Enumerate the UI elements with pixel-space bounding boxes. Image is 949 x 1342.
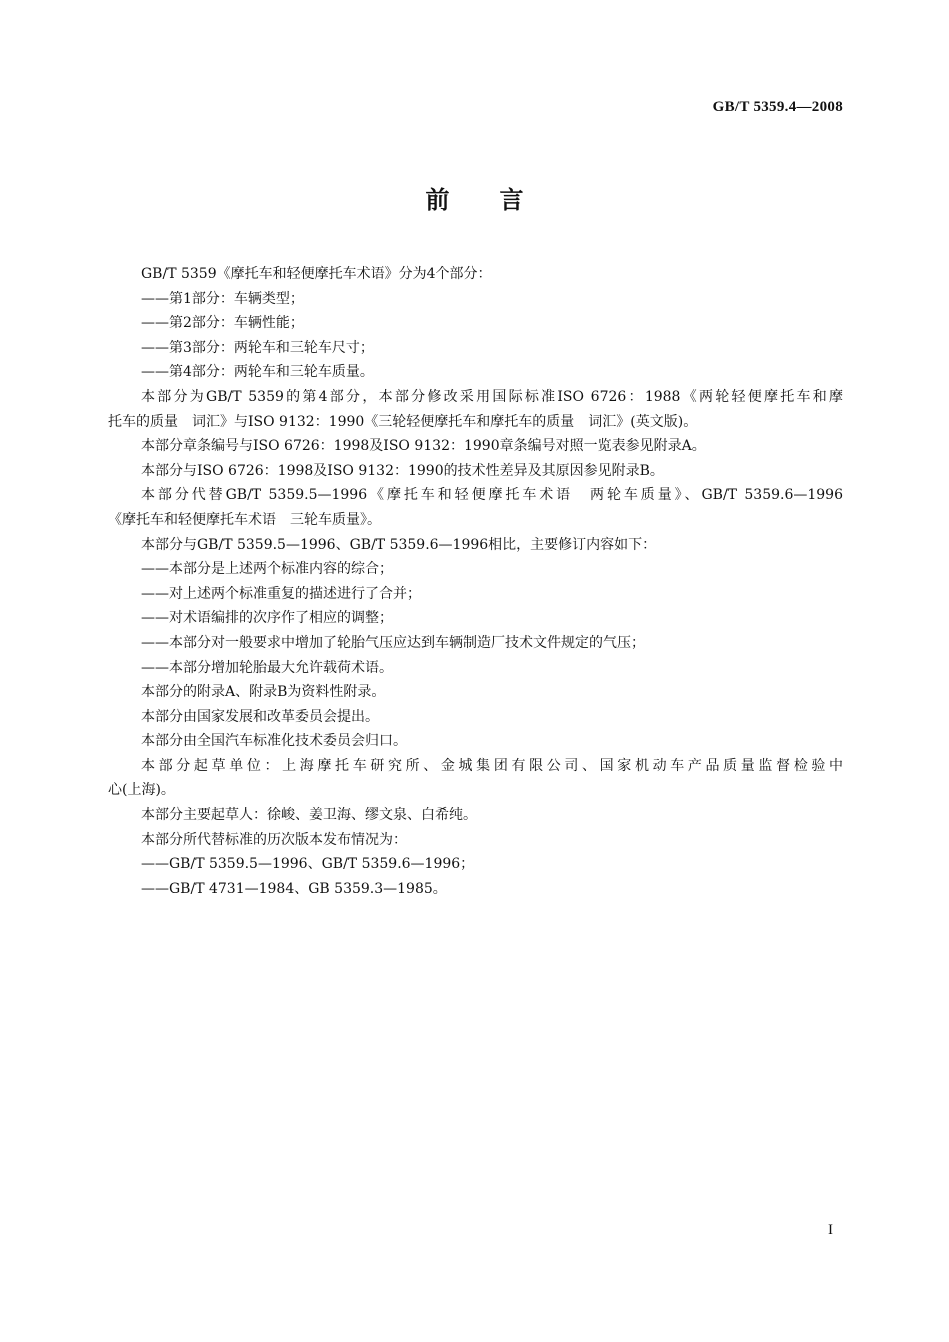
- text-line: ——第2部分：车辆性能；: [141, 315, 304, 332]
- text-line: ——第4部分：两轮车和三轮车质量。: [141, 364, 374, 381]
- paragraph: [108, 754, 843, 803]
- paragraph: [108, 483, 843, 532]
- text-line: 托车的质量 词汇》与ISO 9132：1990《三轮轻便摩托车和摩托车的质量 词汇》(英文版)。: [108, 413, 698, 430]
- text-line: 本部分与GB/T 5359.5—1996、GB/T 5359.6—1996相比，主要修订内容如下：: [141, 536, 657, 553]
- text-line: 本部分与ISO 6726：1998及ISO 9132：1990的技术性差异及其原因参见附录B。: [141, 462, 664, 479]
- paragraph: [108, 606, 843, 631]
- text-line: ——对术语编排的次序作了相应的调整；: [141, 610, 393, 627]
- paragraph: [108, 385, 843, 434]
- paragraph: [108, 705, 843, 730]
- text-line: ——第1部分：车辆类型；: [141, 290, 304, 307]
- text-line: ——GB/T 4731—1984、GB 5359.3—1985。: [141, 880, 447, 897]
- text-line: GB/T 5359《摩托车和轻便摩托车术语》分为4个部分：: [141, 266, 492, 282]
- text-line: 本部分由国家发展和改革委员会提出。: [141, 708, 379, 725]
- paragraph: [108, 582, 843, 607]
- paragraph: [108, 262, 843, 287]
- paragraph: [108, 680, 843, 705]
- paragraph: [108, 459, 843, 484]
- text-line: 心(上海)。: [108, 782, 175, 799]
- paragraph: [108, 434, 843, 459]
- text-line: 本部分的附录A、附录B为资料性附录。: [141, 684, 386, 701]
- page-number: I: [828, 1222, 833, 1238]
- paragraph: [108, 336, 843, 361]
- paragraph: [108, 656, 843, 681]
- text-line: 本部分章条编号与ISO 6726：1998及ISO 9132：1990章条编号对照一览表参见附录A。: [141, 438, 706, 455]
- paragraph: [108, 729, 843, 754]
- paragraph: [108, 877, 843, 902]
- text-line: 本部分为GB/T 5359的第4部分，本部分修改采用国际标准ISO 6726：1988《两轮轻便摩托车和摩: [141, 388, 843, 405]
- text-line: ——GB/T 5359.5—1996、GB/T 5359.6—1996；: [141, 856, 475, 873]
- foreword-body: [108, 262, 843, 901]
- page-title: 前言: [425, 185, 574, 214]
- text-line: 本部分起草单位：上海摩托车研究所、金城集团有限公司、国家机动车产品质量监督检验中: [141, 757, 843, 774]
- paragraph: [108, 631, 843, 656]
- text-line: 本部分所代替标准的历次版本发布情况为：: [141, 831, 407, 848]
- paragraph: [108, 360, 843, 385]
- text-line: 本部分代替GB/T 5359.5—1996《摩托车和轻便摩托车术语 两轮车质量》、GB/T 5359.6—1996: [141, 487, 843, 504]
- paragraph: [108, 287, 843, 312]
- paragraph: [108, 533, 843, 558]
- standard-number: GB/T 5359.4—2008: [712, 99, 843, 115]
- paragraph: [108, 803, 843, 828]
- text-line: ——本部分增加轮胎最大允许载荷术语。: [141, 659, 393, 676]
- paragraph: [108, 852, 843, 877]
- text-line: ——对上述两个标准重复的描述进行了合并；: [141, 585, 421, 602]
- text-line: ——第3部分：两轮车和三轮车尺寸；: [141, 339, 374, 356]
- text-line: 本部分由全国汽车标准化技术委员会归口。: [141, 733, 407, 750]
- paragraph: [108, 828, 843, 853]
- text-line: ——本部分对一般要求中增加了轮胎气压应达到车辆制造厂技术文件规定的气压；: [141, 634, 645, 651]
- paragraph: [108, 557, 843, 582]
- text-line: 《摩托车和轻便摩托车术语 三轮车质量》。: [108, 511, 381, 528]
- text-line: 本部分主要起草人：徐峻、姜卫海、缪文泉、白希纯。: [141, 807, 477, 824]
- text-line: ——本部分是上述两个标准内容的综合；: [141, 561, 393, 578]
- paragraph: [108, 311, 843, 336]
